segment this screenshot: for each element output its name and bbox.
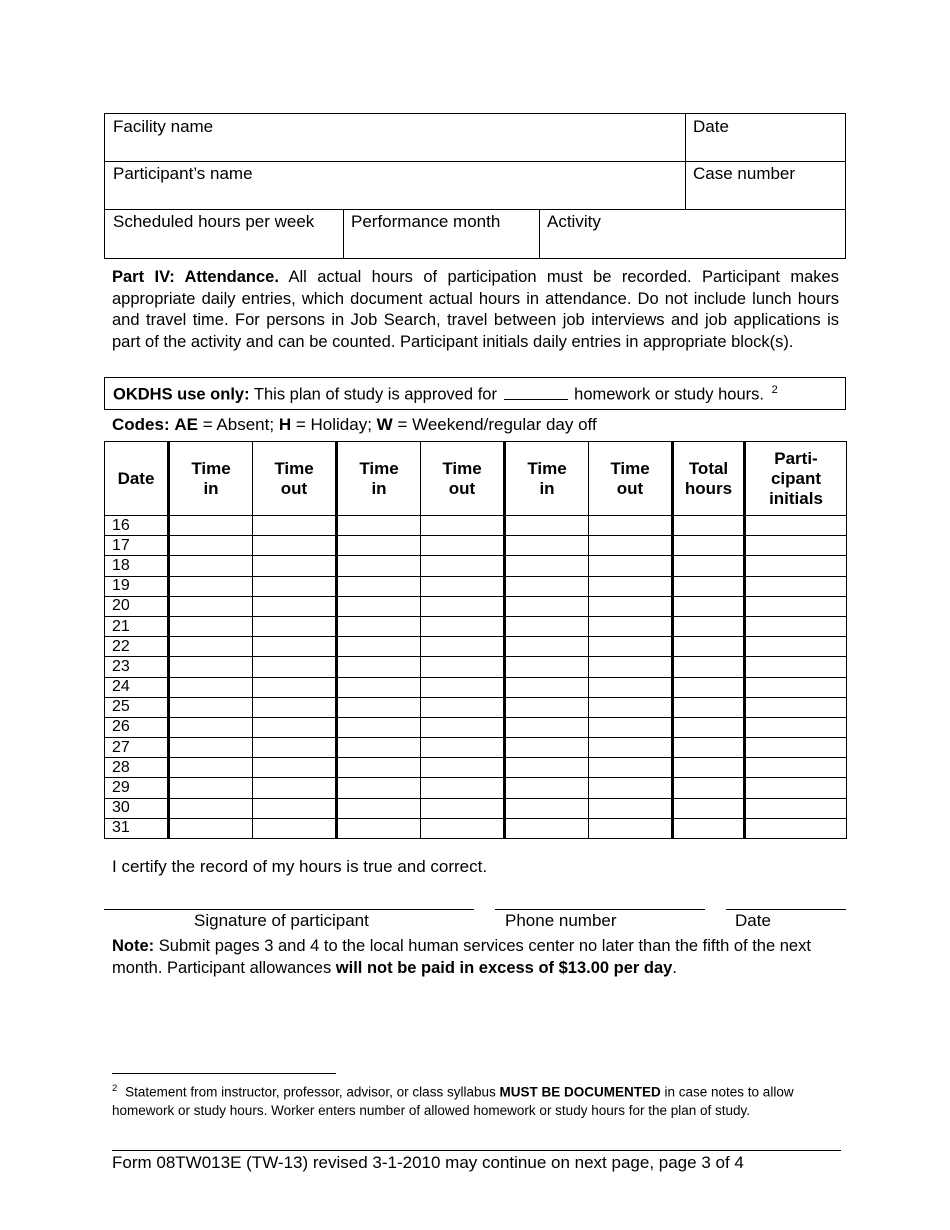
table-row [105, 637, 847, 657]
column-header-line: hours [684, 478, 733, 498]
column-header [673, 442, 745, 516]
activity-field[interactable]: Activity [547, 212, 601, 231]
entry-cell[interactable] [169, 556, 253, 576]
entry-cell[interactable] [745, 536, 847, 556]
entry-cell[interactable] [745, 516, 847, 536]
entry-cell[interactable] [421, 738, 505, 758]
entry-cell[interactable] [673, 516, 745, 536]
code-h: H [278, 415, 292, 434]
date-cell: 26 [105, 717, 169, 737]
entry-cell[interactable] [589, 778, 673, 798]
entry-cell[interactable] [253, 516, 337, 536]
entry-cell[interactable] [337, 798, 421, 818]
footnote-number: 2 [112, 1083, 118, 1094]
entry-cell[interactable] [169, 516, 253, 536]
entry-cell[interactable] [589, 697, 673, 717]
entry-cell[interactable] [169, 536, 253, 556]
phone-line[interactable] [495, 909, 705, 910]
column-header-line: out [280, 478, 308, 498]
attendance-instructions [112, 267, 839, 353]
approved-hours-blank[interactable] [504, 385, 568, 400]
entry-cell[interactable] [745, 778, 847, 798]
codes-legend [112, 415, 597, 435]
column-header-line: out [616, 478, 644, 498]
entry-cell[interactable] [589, 818, 673, 838]
entry-cell[interactable] [745, 798, 847, 818]
entry-cell[interactable] [673, 697, 745, 717]
entry-cell[interactable] [673, 596, 745, 616]
table-row [105, 758, 847, 778]
date-cell: 31 [105, 818, 169, 838]
entry-cell[interactable] [169, 778, 253, 798]
entry-cell[interactable] [745, 556, 847, 576]
entry-cell[interactable] [421, 798, 505, 818]
entry-cell[interactable] [421, 556, 505, 576]
entry-cell[interactable] [169, 657, 253, 677]
attendance-table [104, 441, 847, 839]
entry-cell[interactable] [253, 596, 337, 616]
entry-cell[interactable] [673, 798, 745, 818]
entry-cell[interactable] [169, 616, 253, 636]
date-cell: 20 [105, 596, 169, 616]
entry-cell[interactable] [589, 738, 673, 758]
entry-cell[interactable] [337, 576, 421, 596]
entry-cell[interactable] [253, 798, 337, 818]
column-header-line: Time [359, 458, 399, 478]
date-cell: 30 [105, 798, 169, 818]
code-w-meaning: = Weekend/regular day off [397, 415, 597, 434]
entry-cell[interactable] [421, 576, 505, 596]
entry-cell[interactable] [673, 758, 745, 778]
entry-cell[interactable] [253, 717, 337, 737]
entry-cell[interactable] [673, 717, 745, 737]
phone-label: Phone number [505, 911, 617, 930]
column-header-line: in [539, 478, 555, 498]
footer-rule [112, 1150, 841, 1151]
entry-cell[interactable] [337, 818, 421, 838]
entry-cell[interactable] [505, 738, 589, 758]
entry-cell[interactable] [505, 677, 589, 697]
date-cell: 22 [105, 637, 169, 657]
entry-cell[interactable] [337, 536, 421, 556]
entry-cell[interactable] [421, 818, 505, 838]
entry-cell[interactable] [673, 818, 745, 838]
column-header-line: in [203, 478, 219, 498]
okdhs-text-before: This plan of study is approved for [253, 385, 497, 404]
column-header-line: Parti- [774, 448, 818, 468]
entry-cell[interactable] [421, 697, 505, 717]
entry-cell[interactable] [589, 516, 673, 536]
entry-cell[interactable] [745, 657, 847, 677]
column-header-line: Time [274, 458, 314, 478]
note-bold: will not be paid in excess of $13.00 per day [335, 958, 673, 977]
entry-cell[interactable] [169, 717, 253, 737]
table-row [105, 556, 847, 576]
entry-cell[interactable] [253, 556, 337, 576]
entry-cell[interactable] [505, 576, 589, 596]
table-row [105, 596, 847, 616]
entry-cell[interactable] [253, 738, 337, 758]
entry-cell[interactable] [253, 818, 337, 838]
footnote-rule [112, 1073, 336, 1074]
sign-date-label: Date [735, 911, 771, 930]
form-footer: Form 08TW013E (TW-13) revised 3-1-2010 may continue on next page, page 3 of 4 [112, 1153, 744, 1172]
date-cell: 19 [105, 576, 169, 596]
entry-cell[interactable] [337, 738, 421, 758]
note-text: Submit pages 3 and 4 to the local human services center no later than the fifth of the next month. Participant allowances [112, 937, 811, 977]
entry-cell[interactable] [589, 798, 673, 818]
entry-cell[interactable] [505, 637, 589, 657]
codes-label: Codes: [112, 415, 170, 434]
table-row [105, 798, 847, 818]
entry-cell[interactable] [253, 616, 337, 636]
footnote-bold: MUST BE DOCUMENTED [499, 1084, 661, 1100]
entry-cell[interactable] [589, 717, 673, 737]
entry-cell[interactable] [253, 657, 337, 677]
entry-cell[interactable] [745, 677, 847, 697]
footnote-text2: in case notes to allow homework or study hours. Worker enters number of allowed homework or study hours for the plan of study. [112, 1084, 794, 1118]
column-header-line: initials [769, 488, 823, 508]
table-row [105, 536, 847, 556]
entry-cell[interactable] [253, 637, 337, 657]
entry-cell[interactable] [337, 778, 421, 798]
footnote [112, 1080, 842, 1120]
entry-cell[interactable] [337, 616, 421, 636]
footnote-text1: Statement from instructor, professor, advisor, or class syllabus [125, 1084, 496, 1100]
table-row [105, 616, 847, 636]
date-field[interactable]: Date [693, 117, 729, 136]
column-header-line: in [371, 478, 387, 498]
entry-cell[interactable] [253, 576, 337, 596]
table-row [105, 738, 847, 758]
entry-cell[interactable] [745, 616, 847, 636]
entry-cell[interactable] [505, 818, 589, 838]
entry-cell[interactable] [745, 637, 847, 657]
entry-cell[interactable] [421, 637, 505, 657]
date-cell: 27 [105, 738, 169, 758]
date-cell: 16 [105, 516, 169, 536]
table-row [105, 717, 847, 737]
entry-cell[interactable] [169, 677, 253, 697]
entry-cell[interactable] [745, 758, 847, 778]
column-header-line: out [448, 478, 476, 498]
entry-cell[interactable] [745, 596, 847, 616]
entry-cell[interactable] [337, 556, 421, 576]
entry-cell[interactable] [505, 758, 589, 778]
signature-label: Signature of participant [194, 911, 369, 930]
entry-cell[interactable] [505, 596, 589, 616]
column-header-line: cipant [770, 468, 822, 488]
note-end: . [672, 958, 677, 977]
table-row [105, 657, 847, 677]
entry-cell[interactable] [673, 576, 745, 596]
column-header [105, 442, 169, 516]
entry-cell[interactable] [421, 778, 505, 798]
column-header [253, 442, 337, 516]
entry-cell[interactable] [505, 657, 589, 677]
entry-cell[interactable] [589, 596, 673, 616]
entry-cell[interactable] [421, 596, 505, 616]
certification-statement: I certify the record of my hours is true and correct. [112, 857, 488, 876]
okdhs-approval-box [104, 377, 846, 410]
okdhs-label: OKDHS use only: [113, 385, 250, 404]
entry-cell[interactable] [505, 798, 589, 818]
date-cell: 29 [105, 778, 169, 798]
entry-cell[interactable] [421, 516, 505, 536]
column-header [421, 442, 505, 516]
column-header-line: Time [527, 458, 567, 478]
entry-cell[interactable] [505, 697, 589, 717]
entry-cell[interactable] [337, 596, 421, 616]
note-label: Note: [112, 937, 155, 955]
date-cell: 18 [105, 556, 169, 576]
entry-cell[interactable] [421, 677, 505, 697]
signature-line[interactable] [104, 909, 474, 910]
entry-cell[interactable] [253, 677, 337, 697]
entry-cell[interactable] [745, 738, 847, 758]
entry-cell[interactable] [337, 758, 421, 778]
entry-cell[interactable] [421, 616, 505, 636]
entry-cell[interactable] [589, 657, 673, 677]
okdhs-text-after: homework or study hours. [574, 385, 764, 404]
entry-cell[interactable] [745, 697, 847, 717]
entry-cell[interactable] [589, 677, 673, 697]
part-iv-title: Part IV: Attendance. [112, 268, 279, 286]
entry-cell[interactable] [169, 758, 253, 778]
entry-cell[interactable] [673, 677, 745, 697]
entry-cell[interactable] [505, 516, 589, 536]
date-cell: 17 [105, 536, 169, 556]
code-w: W [376, 415, 393, 434]
scheduled-hours-field[interactable]: Scheduled hours per week [113, 212, 315, 231]
entry-cell[interactable] [673, 616, 745, 636]
entry-cell[interactable] [421, 657, 505, 677]
column-header-line: Time [610, 458, 650, 478]
entry-cell[interactable] [505, 556, 589, 576]
participant-name-field[interactable]: Participant’s name [113, 164, 253, 183]
entry-cell[interactable] [673, 738, 745, 758]
entry-cell[interactable] [337, 637, 421, 657]
entry-cell[interactable] [421, 717, 505, 737]
column-header [169, 442, 253, 516]
entry-cell[interactable] [253, 778, 337, 798]
entry-cell[interactable] [337, 516, 421, 536]
entry-cell[interactable] [169, 697, 253, 717]
entry-cell[interactable] [589, 637, 673, 657]
table-row [105, 778, 847, 798]
entry-cell[interactable] [589, 576, 673, 596]
entry-cell[interactable] [337, 697, 421, 717]
performance-month-field[interactable]: Performance month [351, 212, 501, 231]
entry-cell[interactable] [589, 758, 673, 778]
entry-cell[interactable] [589, 536, 673, 556]
code-ae: AE [174, 415, 198, 434]
date-cell: 21 [105, 616, 169, 636]
column-header-line: Date [117, 468, 155, 488]
entry-cell[interactable] [673, 778, 745, 798]
entry-cell[interactable] [253, 536, 337, 556]
entry-cell[interactable] [745, 576, 847, 596]
entry-cell[interactable] [421, 536, 505, 556]
facility-name-field[interactable]: Facility name [113, 117, 214, 136]
date-cell: 25 [105, 697, 169, 717]
entry-cell[interactable] [673, 556, 745, 576]
entry-cell[interactable] [673, 536, 745, 556]
column-header-line: Time [442, 458, 482, 478]
entry-cell[interactable] [169, 818, 253, 838]
case-number-field[interactable]: Case number [693, 164, 796, 183]
column-header [589, 442, 673, 516]
entry-cell[interactable] [505, 778, 589, 798]
submission-note [112, 936, 842, 979]
date-cell: 24 [105, 677, 169, 697]
column-header [337, 442, 421, 516]
column-header-line: Time [191, 458, 231, 478]
entry-cell[interactable] [589, 616, 673, 636]
entry-cell[interactable] [253, 697, 337, 717]
entry-cell[interactable] [745, 818, 847, 838]
entry-cell[interactable] [421, 758, 505, 778]
part-iv-text: All actual hours of participation must be recorded. Participant makes appropriate daily entries, which document actual hours in attendance. Do not include lunch hours and travel time. For persons in Job Search, travel between job interviews and job applications is part of the activity and can be counted. Participant initials daily entries in appropriate block(s). [112, 268, 839, 351]
table-row [105, 677, 847, 697]
column-header-line: Total [688, 458, 729, 478]
entry-cell[interactable] [589, 556, 673, 576]
table-header-row [105, 442, 847, 516]
entry-cell[interactable] [337, 657, 421, 677]
table-row [105, 818, 847, 838]
entry-cell[interactable] [253, 758, 337, 778]
entry-cell[interactable] [505, 717, 589, 737]
entry-cell[interactable] [673, 657, 745, 677]
entry-cell[interactable] [169, 798, 253, 818]
entry-cell[interactable] [169, 596, 253, 616]
sign-date-line[interactable] [726, 909, 846, 910]
column-header [745, 442, 847, 516]
code-ae-meaning: = Absent; [202, 415, 275, 434]
entry-cell[interactable] [745, 717, 847, 737]
entry-cell[interactable] [169, 576, 253, 596]
entry-cell[interactable] [505, 536, 589, 556]
date-cell: 28 [105, 758, 169, 778]
column-header [505, 442, 589, 516]
header-box [104, 113, 846, 259]
footnote-ref: 2 [771, 384, 778, 396]
table-row [105, 516, 847, 536]
table-row [105, 697, 847, 717]
entry-cell[interactable] [169, 738, 253, 758]
entry-cell[interactable] [337, 717, 421, 737]
entry-cell[interactable] [673, 637, 745, 657]
entry-cell[interactable] [337, 677, 421, 697]
code-h-meaning: = Holiday; [295, 415, 372, 434]
entry-cell[interactable] [505, 616, 589, 636]
table-row [105, 576, 847, 596]
entry-cell[interactable] [169, 637, 253, 657]
date-cell: 23 [105, 657, 169, 677]
